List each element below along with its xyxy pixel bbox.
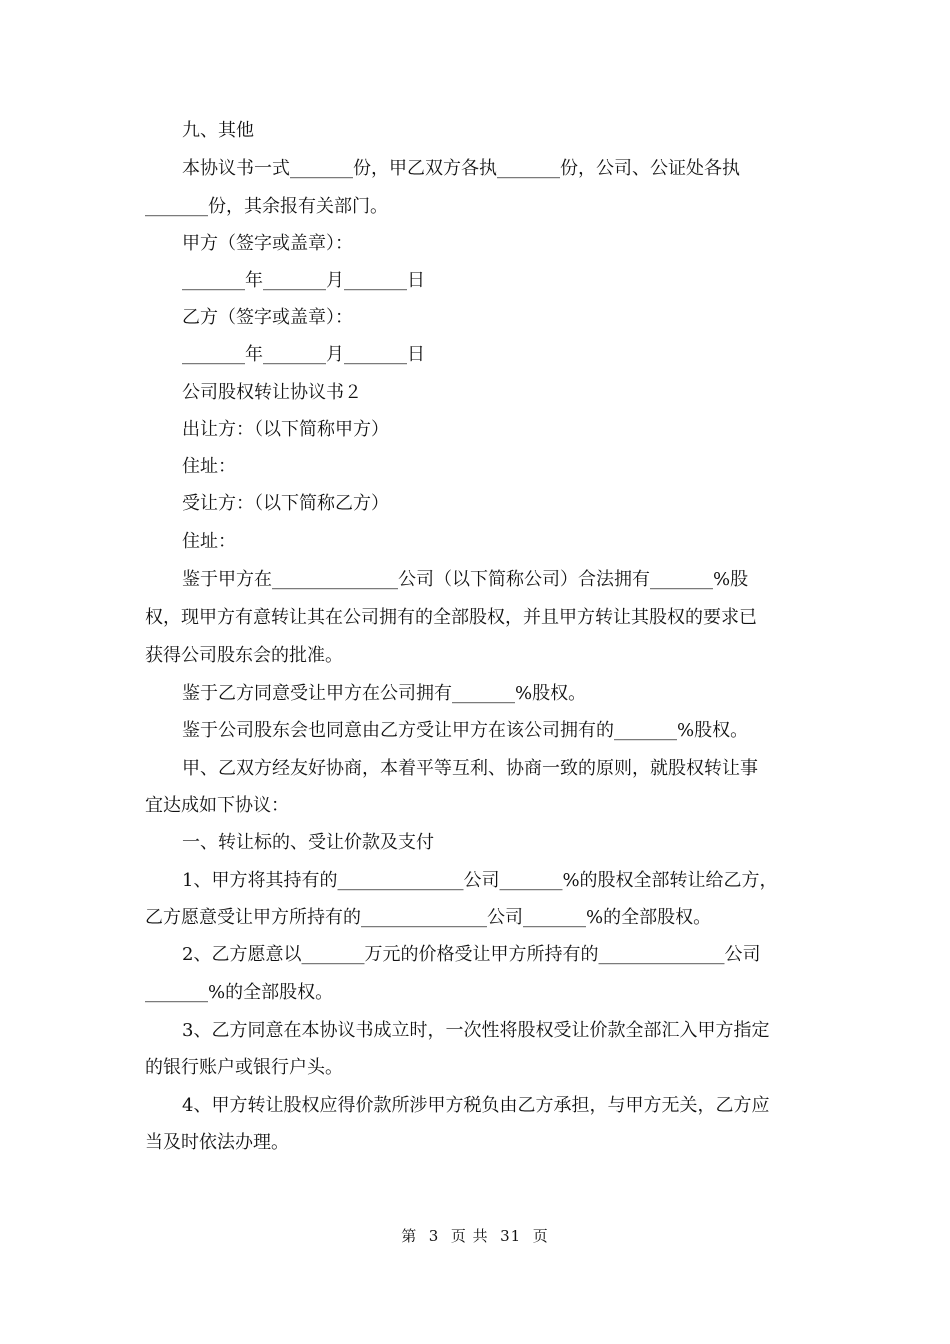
clause-line: 当及时依法办理。 — [145, 1132, 289, 1153]
party-b-date-line: _______年_______月_______日 — [182, 344, 425, 365]
section-heading-other: 九、其他 — [182, 120, 254, 141]
paragraph-line: 鉴于公司股东会也同意由乙方受让甲方在该公司拥有的_______%股权。 — [182, 720, 749, 741]
paragraph-line: 宜达成如下协议： — [145, 795, 289, 816]
paragraph-line: 本协议书一式_______份，甲乙双方各执_______份，公司、公证处各执 — [182, 158, 740, 179]
clause-line: 1、甲方将其持有的______________公司_______%的股权全部转让给乙方， — [182, 870, 778, 891]
clause-line: _______%的全部股权。 — [145, 982, 334, 1003]
party-b-signature-label: 乙方（签字或盖章）： — [182, 307, 353, 328]
paragraph-line: 鉴于甲方在______________公司（以下简称公司）合法拥有_______%股 — [182, 569, 749, 590]
clause-line: 2、乙方愿意以_______万元的价格受让甲方所持有的______________公司 — [182, 944, 761, 965]
party-a-signature-label: 甲方（签字或盖章）： — [182, 233, 353, 254]
clause-line: 的银行账户或银行户头。 — [145, 1057, 343, 1078]
paragraph-line: _______份，其余报有关部门。 — [145, 196, 388, 217]
transferor-label: 出让方：（以下简称甲方） — [182, 419, 389, 440]
section-heading-transfer: 一、转让标的、受让价款及支付 — [182, 832, 434, 853]
transferor-address-label: 住址： — [182, 456, 236, 477]
paragraph-line: 权，现甲方有意转让其在公司拥有的全部股权，并且甲方转让其股权的要求已 — [145, 607, 757, 628]
transferee-address-label: 住址： — [182, 531, 236, 552]
paragraph-line: 获得公司股东会的批准。 — [145, 645, 343, 666]
agreement-title: 公司股权转让协议书２ — [182, 382, 362, 403]
clause-line: 3、乙方同意在本协议书成立时，一次性将股权受让价款全部汇入甲方指定 — [182, 1020, 770, 1041]
party-a-date-line: _______年_______月_______日 — [182, 270, 425, 291]
paragraph-line: 甲、乙双方经友好协商，本着平等互利、协商一致的原则，就股权转让事 — [182, 758, 758, 779]
transferee-label: 受让方：（以下简称乙方） — [182, 493, 389, 514]
clause-line: 乙方愿意受让甲方所持有的______________公司_______%的全部股权。 — [145, 907, 712, 928]
page-number-footer: 第 3 页 共 31 页 — [401, 1227, 549, 1245]
paragraph-line: 鉴于乙方同意受让甲方在公司拥有_______%股权。 — [182, 683, 587, 704]
clause-line: 4、甲方转让股权应得价款所涉甲方税负由乙方承担，与甲方无关，乙方应 — [182, 1095, 770, 1116]
